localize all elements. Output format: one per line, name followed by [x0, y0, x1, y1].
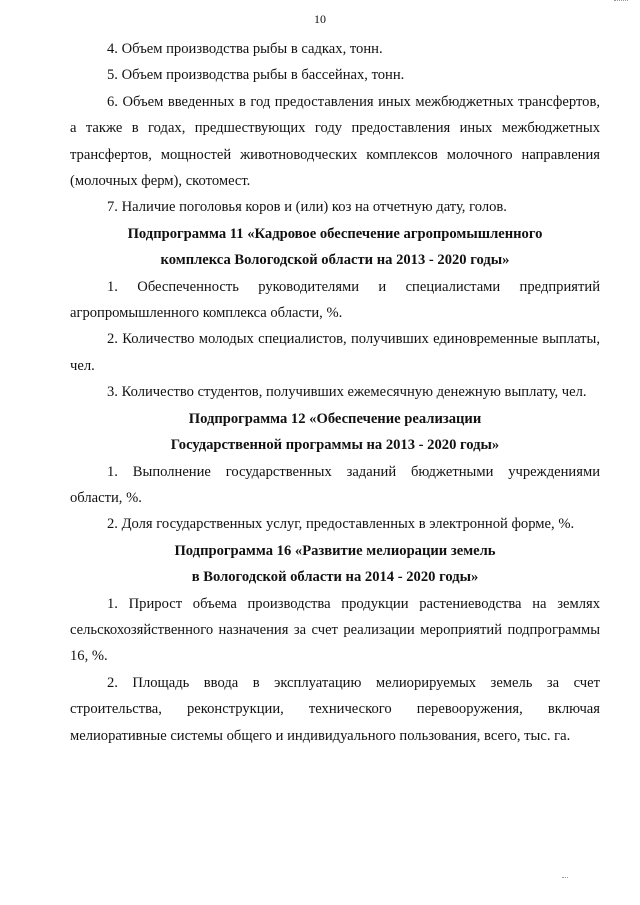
section-title: Государственной программы на 2013 - 2020 годы»	[170, 437, 500, 454]
list-item: 7. Наличие поголовья коров и (или) коз на отчетную дату, голов.	[107, 199, 507, 216]
list-item: 5. Объем производства рыбы в бассейнах, тонн.	[107, 67, 405, 84]
list-item: 2. Доля государственных услуг, предоставленных в электронной форме, %.	[107, 516, 575, 533]
list-item: 1. Выполнение государственных заданий бюджетными учреждениями области, %.	[70, 463, 600, 506]
section-title: в Вологодской области на 2014 - 2020 годы»	[191, 569, 479, 586]
document-body	[70, 36, 600, 749]
list-item: 4. Объем производства рыбы в садках, тонн.	[107, 41, 383, 57]
scan-mark-bottom	[562, 877, 568, 881]
list-item: 1. Обеспеченность руководителями и специалистами предприятий агропромышленного комплекса области, %.	[70, 278, 600, 322]
list-item: 6. Объем введенных в год предоставления иных межбюджетных трансфертов, а также в годах, предшествующих году предоставления иных межбюджетных трансфертов, мощностей животноводческих комплексов молочного направления (молочных ферм), скотомест.	[70, 93, 600, 190]
section-title: комплекса Вологодской области на 2013 - 2020 годы»	[160, 252, 510, 269]
section-title: Подпрограмма 12 «Обеспечение реализации	[188, 410, 482, 427]
list-item: 2. Количество молодых специалистов, получивших единовременные выплаты, чел.	[70, 331, 600, 374]
section-subprogram-11	[70, 221, 600, 406]
list-item: 3. Количество студентов, получивших ежемесячную денежную выплату, чел.	[107, 384, 587, 401]
section-subprogram-12	[70, 406, 600, 538]
page-number: 10	[314, 12, 326, 26]
scan-mark-top	[614, 0, 628, 4]
section-title: Подпрограмма 11 «Кадровое обеспечение агропромышленного	[127, 225, 543, 242]
section-title: Подпрограмма 16 «Развитие мелиорации земель	[174, 542, 496, 559]
list-item: 2. Площадь ввода в эксплуатацию мелиорируемых земель за счет строительства, реконструкции, технического перевооружения, включая мелиоративные системы общего и индивидуального пользования, всего, тыс. га.	[70, 674, 600, 744]
section-subprogram-16	[70, 538, 600, 749]
list-item: 1. Прирост объема производства продукции растениеводства на землях сельскохозяйственного назначения за счет реализации мероприятий подпрограммы 16, %.	[70, 595, 600, 665]
